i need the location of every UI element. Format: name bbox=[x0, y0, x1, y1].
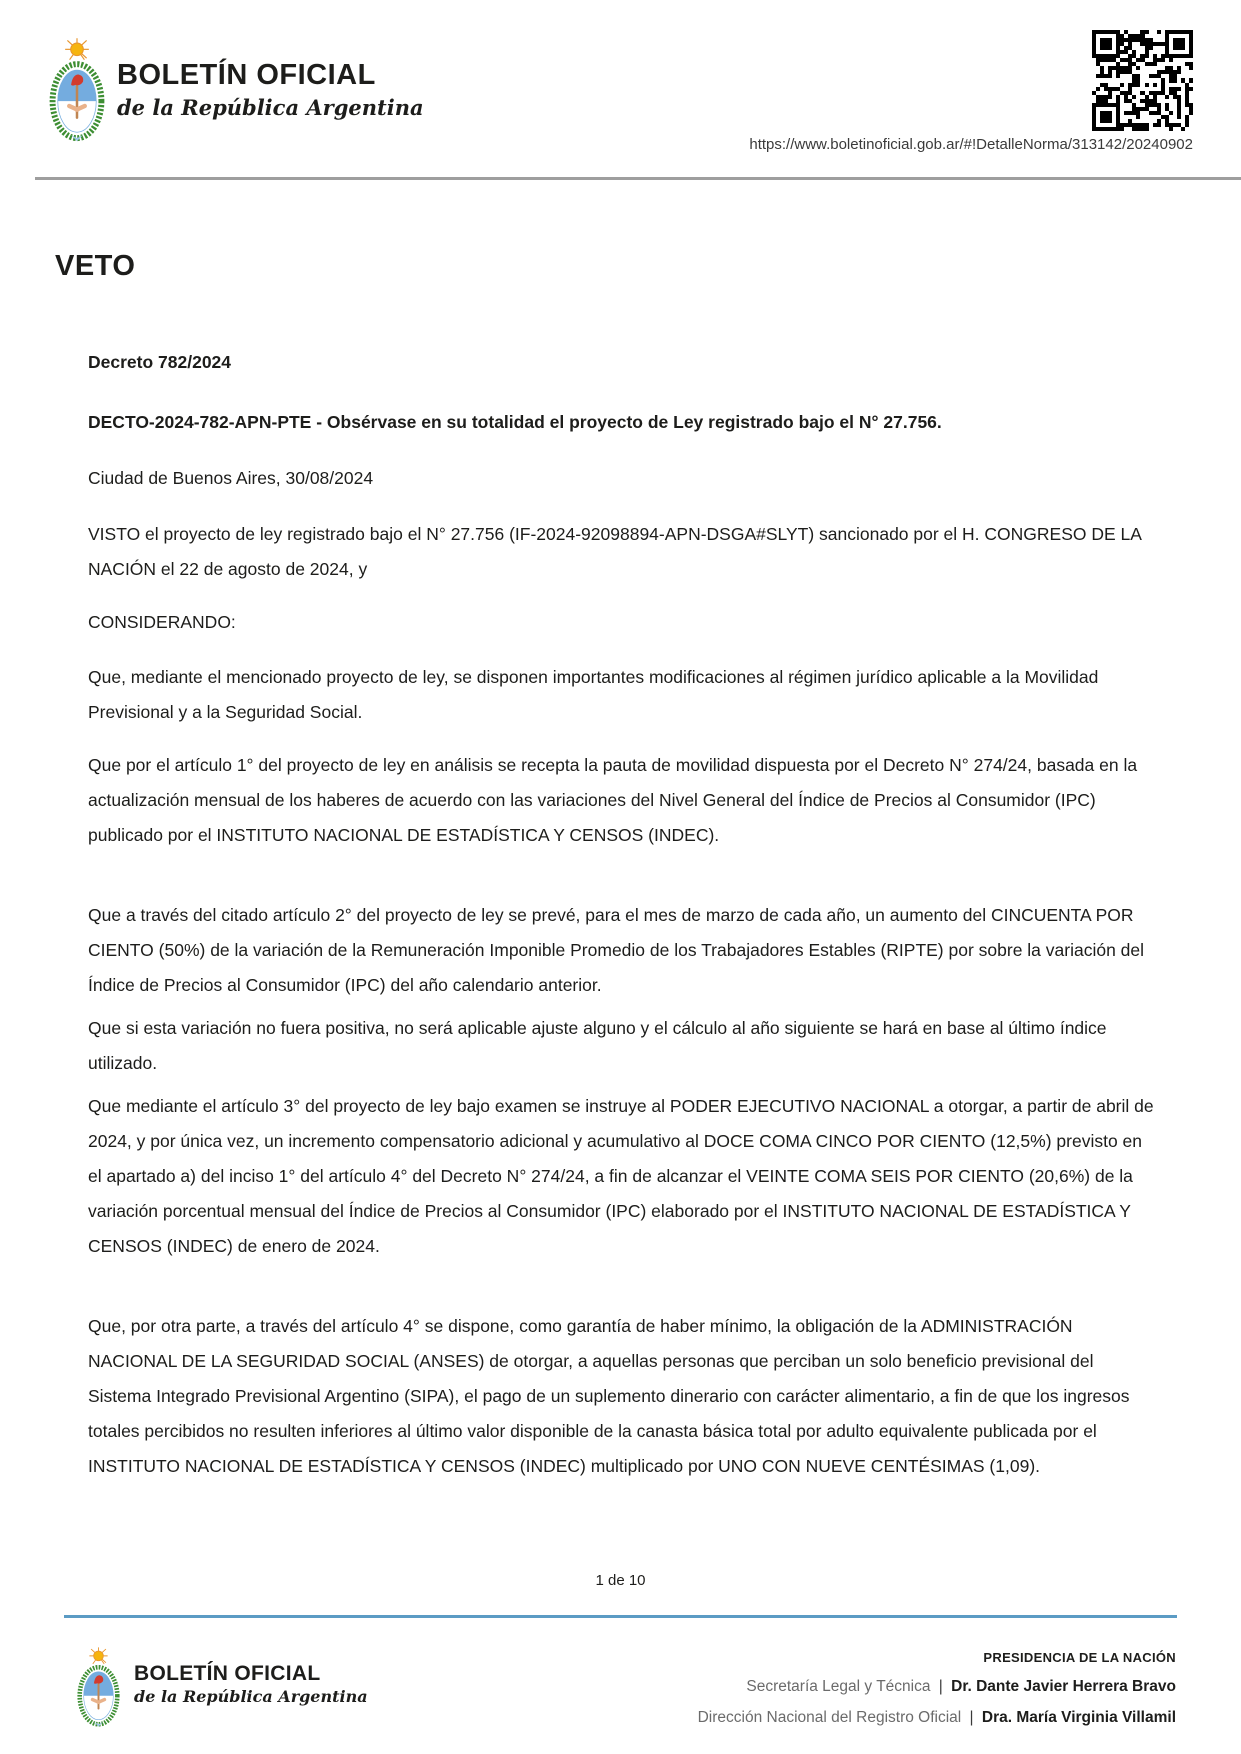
footer-signature-line bbox=[698, 1678, 1176, 1696]
argentina-coat-of-arms-icon bbox=[40, 30, 114, 156]
brand-subtitle: de la República Argentina bbox=[117, 94, 424, 120]
body-paragraph: Que a través del citado artículo 2° del proyecto de ley se prevé, para el mes de marzo de cada año, un aumento del CINCUENTA POR CIENTO (50%) de la variación de la Remuneración Imponible Promedio de los Trabajadores Estables (RIPTE) por sobre la variación del Índice de Precios al Consumidor (IPC) del año calendario anterior. bbox=[88, 905, 1145, 995]
footer-signatures bbox=[698, 1650, 1176, 1727]
footer-brand bbox=[134, 1662, 368, 1706]
office-label: Dirección Nacional del Registro Oficial bbox=[697, 1709, 962, 1726]
office-label: Secretaría Legal y Técnica bbox=[746, 1678, 931, 1695]
body-paragraph: Que mediante el artículo 3° del proyecto de ley bajo examen se instruye al PODER EJECUTIVO NACIONAL a otorgar, a partir de abril de 2024, y por única vez, un incremento compensatorio adicional y acumulativo al DOCE COMA CINCO POR CIENTO (12,5%) previsto en el apartado a) del inciso 1° del artículo 4° del Decreto N° 274/24, a fin de alcanzar el VEINTE COMA SEIS POR CIENTO (20,6%) de la variación porcentual mensual del Índice de Precios al Consumidor (IPC) elaborado por el INSTITUTO NACIONAL DE ESTADÍSTICA Y CENSOS (INDEC) de enero de 2024. bbox=[88, 1096, 1154, 1256]
place-date: Ciudad de Buenos Aires, 30/08/2024 bbox=[88, 468, 374, 488]
document-url: https://www.boletinoficial.gob.ar/#!DetalleNorma/313142/20240902 bbox=[749, 136, 1193, 153]
brand-subtitle: de la República Argentina bbox=[134, 1687, 368, 1707]
separator: | bbox=[938, 1678, 943, 1695]
header-brand bbox=[117, 60, 424, 120]
body-paragraph: Que, por otra parte, a través del artículo 4° se dispone, como garantía de haber mínimo, la obligación de la ADMINISTRACIÓN NACIONAL DE LA SEGURIDAD SOCIAL (ANSES) de otorgar, a aquellas personas que perciban un solo beneficio previsional del Sistema Integrado Previsional Argentino (SIPA), el pago de un suplemento dinerario con carácter alimentario, a fin de que los ingresos totales percibidos no resulten inferiores al último valor disponible de la canasta básica total por adulto equivalente publicada por el INSTITUTO NACIONAL DE ESTADÍSTICA Y CENSOS (INDEC) multiplicado por UNO CON NUEVE CENTÉSIMAS (1,09). bbox=[88, 1316, 1130, 1476]
official-name: Dra. María Virginia Villamil bbox=[981, 1709, 1176, 1726]
section-title: VETO bbox=[55, 250, 136, 282]
decree-subject: DECTO-2024-782-APN-PTE - Obsérvase en su totalidad el proyecto de Ley registrado bajo el N° 27.756. bbox=[88, 412, 942, 432]
body-paragraph: Que si esta variación no fuera positiva, no será aplicable ajuste alguno y el cálculo al año siguiente se hará en base al último índice utilizado. bbox=[88, 1018, 1107, 1073]
page-number: 1 de 10 bbox=[595, 1572, 646, 1589]
argentina-coat-of-arms-icon bbox=[70, 1641, 127, 1738]
body-paragraph: Que, mediante el mencionado proyecto de ley, se disponen importantes modificaciones al régimen jurídico aplicable a la Movilidad Previsional y a la Seguridad Social. bbox=[88, 667, 1099, 722]
presidency-label: PRESIDENCIA DE LA NACIÓN bbox=[983, 1650, 1176, 1665]
decree-number: Decreto 782/2024 bbox=[88, 352, 232, 372]
footer-divider bbox=[64, 1615, 1177, 1618]
brand-title: BOLETÍN OFICIAL bbox=[134, 1662, 321, 1685]
brand-title: BOLETÍN OFICIAL bbox=[117, 59, 376, 91]
body-paragraph: CONSIDERANDO: bbox=[88, 612, 236, 632]
separator: | bbox=[969, 1709, 974, 1726]
header-divider bbox=[35, 177, 1241, 180]
qr-code-icon bbox=[1092, 30, 1193, 131]
footer-signature-line bbox=[698, 1709, 1176, 1727]
official-name: Dr. Dante Javier Herrera Bravo bbox=[951, 1678, 1176, 1695]
body-paragraph: VISTO el proyecto de ley registrado bajo el N° 27.756 (IF-2024-92098894-APN-DSGA#SLYT) sancionado por el H. CONGRESO DE LA NACIÓN el 22 de agosto de 2024, y bbox=[88, 524, 1141, 579]
qr-pattern bbox=[1092, 30, 1193, 131]
body-paragraph: Que por el artículo 1° del proyecto de ley en análisis se recepta la pauta de movilidad dispuesta por el Decreto N° 274/24, basada en la actualización mensual de los haberes de acuerdo con las variaciones del Nivel General del Índice de Precios al Consumidor (IPC) publicado por el INSTITUTO NACIONAL DE ESTADÍSTICA Y CENSOS (INDEC). bbox=[88, 755, 1138, 845]
